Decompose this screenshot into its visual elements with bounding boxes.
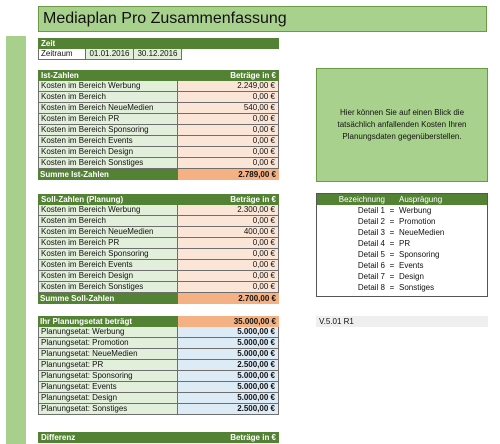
row-value[interactable]: 0,00 € bbox=[178, 92, 278, 102]
differenz-header-label: Differenz bbox=[41, 433, 76, 442]
row-label: Kosten im Bereich PR bbox=[39, 238, 178, 248]
row-value[interactable]: 0,00 € bbox=[178, 136, 278, 146]
legend-value: Design bbox=[399, 272, 424, 281]
row-label: Kosten im Bereich Sonstiges bbox=[39, 282, 178, 292]
legend-row bbox=[317, 249, 487, 260]
row-value[interactable]: 2.500,00 € bbox=[178, 404, 278, 414]
differenz-header-unit: Beträge in € bbox=[230, 433, 276, 442]
table-row bbox=[38, 404, 279, 415]
legend-row bbox=[317, 227, 487, 238]
ist-zahlen-table bbox=[38, 70, 279, 180]
ist-header bbox=[38, 70, 279, 81]
row-label: Planungsetat: Design bbox=[39, 393, 178, 403]
row-label: Planungsetat: Promotion bbox=[39, 338, 178, 348]
table-row bbox=[38, 249, 279, 260]
legend-eq: = bbox=[389, 217, 395, 226]
row-label: Kosten im Bereich Sonstiges bbox=[39, 158, 178, 168]
table-row bbox=[38, 147, 279, 158]
row-value[interactable]: 5.000,00 € bbox=[178, 327, 278, 337]
row-label: Planungsetat: PR bbox=[39, 360, 178, 370]
legend-eq: = bbox=[389, 261, 395, 270]
row-value[interactable]: 2.300,00 € bbox=[178, 205, 278, 215]
row-label: Kosten im Bereich PR bbox=[39, 114, 178, 124]
ist-header-unit: Beträge in € bbox=[230, 71, 276, 80]
table-row bbox=[38, 158, 279, 169]
left-side-bar bbox=[6, 36, 26, 444]
table-row bbox=[38, 238, 279, 249]
row-value[interactable]: 2.500,00 € bbox=[178, 360, 278, 370]
row-label: Kosten im Bereich Sponsoring bbox=[39, 125, 178, 135]
legend-header bbox=[317, 194, 487, 205]
row-label: Planungsetat: Sonstiges bbox=[39, 404, 178, 414]
table-row bbox=[38, 327, 279, 338]
row-label: Kosten im Bereich Design bbox=[39, 147, 178, 157]
row-label: Planungsetat: Events bbox=[39, 382, 178, 392]
zeitraum-to-cell[interactable]: 30.12.2016 bbox=[134, 49, 182, 60]
row-label: Kosten im Bereich Events bbox=[39, 136, 178, 146]
legend-value: PR bbox=[399, 239, 411, 248]
legend-row bbox=[317, 271, 487, 282]
ist-sum-value: 2.789,00 € bbox=[178, 169, 279, 180]
row-value[interactable]: 0,00 € bbox=[178, 216, 278, 226]
legend-name: Detail 3 bbox=[357, 228, 385, 237]
table-row bbox=[38, 282, 279, 293]
row-value[interactable]: 0,00 € bbox=[178, 114, 278, 124]
table-row bbox=[38, 92, 279, 103]
legend-eq: = bbox=[389, 272, 395, 281]
info-text: Hier können Sie auf einen Blick die tatsächlich anfallenden Kosten Ihren Planungsdaten gegenüberstellen. bbox=[337, 108, 467, 141]
table-row bbox=[38, 371, 279, 382]
legend-row bbox=[317, 260, 487, 271]
table-row bbox=[38, 338, 279, 349]
legend-name: Detail 7 bbox=[357, 272, 385, 281]
differenz-header bbox=[38, 432, 279, 443]
row-value[interactable]: 0,00 € bbox=[178, 158, 278, 168]
legend-name: Detail 5 bbox=[357, 250, 385, 259]
soll-sum-value: 2.700,00 € bbox=[178, 293, 279, 304]
ist-sum-label: Summe Ist-Zahlen bbox=[40, 170, 109, 179]
legend-eq: = bbox=[389, 283, 395, 292]
table-row bbox=[38, 205, 279, 216]
row-value[interactable]: 540,00 € bbox=[178, 103, 278, 113]
legend-col-bezeichnung: Bezeichnung bbox=[338, 195, 385, 204]
planungsetat-table bbox=[38, 316, 279, 415]
row-label: Kosten im Bereich Werbung bbox=[39, 205, 178, 215]
row-value[interactable]: 2.249,00 € bbox=[178, 81, 278, 91]
zeitraum-label: Zeitraum bbox=[38, 49, 86, 60]
row-label: Kosten im Bereich Sponsoring bbox=[39, 249, 178, 259]
legend-table bbox=[316, 193, 488, 297]
row-label: Kosten im Bereich Werbung bbox=[39, 81, 178, 91]
table-row bbox=[38, 260, 279, 271]
row-label: Planungsetat: Sponsoring bbox=[39, 371, 178, 381]
etat-header-value[interactable]: 35.000,00 € bbox=[178, 316, 279, 327]
legend-row bbox=[317, 216, 487, 227]
row-value[interactable]: 5.000,00 € bbox=[178, 393, 278, 403]
table-row bbox=[38, 393, 279, 404]
differenz-table bbox=[38, 432, 279, 443]
zeit-row bbox=[38, 49, 279, 60]
table-row bbox=[38, 227, 279, 238]
legend-col-auspraegung: Ausprägung bbox=[399, 195, 443, 204]
legend-col-spacer bbox=[385, 194, 399, 205]
table-row bbox=[38, 136, 279, 147]
row-value[interactable]: 400,00 € bbox=[178, 227, 278, 237]
info-box bbox=[316, 68, 488, 182]
table-row bbox=[38, 271, 279, 282]
table-row bbox=[38, 103, 279, 114]
legend-row bbox=[317, 205, 487, 216]
zeitraum-from-cell[interactable]: 01.01.2016 bbox=[86, 49, 134, 60]
soll-header bbox=[38, 194, 279, 205]
legend-name: Detail 6 bbox=[357, 261, 385, 270]
legend-value: Promotion bbox=[399, 217, 436, 226]
table-row bbox=[38, 81, 279, 92]
table-row bbox=[38, 360, 279, 371]
table-row bbox=[38, 349, 279, 360]
soll-sum-label: Summe Soll-Zahlen bbox=[40, 294, 115, 303]
row-value[interactable]: 0,00 € bbox=[178, 238, 278, 248]
legend-eq: = bbox=[389, 250, 395, 259]
ist-header-label: Ist-Zahlen bbox=[41, 71, 79, 80]
legend-name: Detail 1 bbox=[357, 206, 385, 215]
row-label: Kosten im Bereich NeueMedien bbox=[39, 103, 178, 113]
row-value[interactable]: 0,00 € bbox=[178, 125, 278, 135]
legend-name: Detail 4 bbox=[357, 239, 385, 248]
legend-row bbox=[317, 282, 487, 293]
row-value[interactable]: 0,00 € bbox=[178, 260, 278, 270]
ist-sum-row bbox=[38, 169, 279, 180]
soll-header-unit: Beträge in € bbox=[230, 195, 276, 204]
soll-zahlen-table bbox=[38, 194, 279, 304]
legend-eq: = bbox=[389, 206, 395, 215]
table-row bbox=[38, 125, 279, 136]
legend-eq: = bbox=[389, 239, 395, 248]
legend-value: Sonstiges bbox=[399, 283, 435, 292]
soll-header-label: Soll-Zahlen (Planung) bbox=[41, 195, 124, 204]
table-row bbox=[38, 382, 279, 393]
table-row bbox=[38, 114, 279, 125]
legend-name: Detail 8 bbox=[357, 283, 385, 292]
row-value[interactable]: 0,00 € bbox=[178, 249, 278, 259]
version-label: V.5.01 R1 bbox=[316, 316, 488, 327]
legend-eq: = bbox=[389, 228, 395, 237]
zeit-header: Zeit bbox=[38, 38, 279, 49]
legend-value: Werbung bbox=[399, 206, 432, 215]
row-value[interactable]: 0,00 € bbox=[178, 282, 278, 292]
legend-value: Events bbox=[399, 261, 424, 270]
row-value[interactable]: 5.000,00 € bbox=[178, 382, 278, 392]
row-label: Planungsetat: NeueMedien bbox=[39, 349, 178, 359]
row-label: Kosten im Bereich Events bbox=[39, 260, 178, 270]
row-label: Kosten im Bereich Design bbox=[39, 271, 178, 281]
legend-value: Sponsoring bbox=[399, 250, 440, 259]
row-label: Planungsetat: Werbung bbox=[39, 327, 178, 337]
page-title: Mediaplan Pro Zusammenfassung bbox=[38, 6, 487, 32]
etat-header bbox=[38, 316, 279, 327]
legend-row bbox=[317, 238, 487, 249]
row-label: Kosten im Bereich bbox=[39, 216, 178, 226]
row-label: Kosten im Bereich bbox=[39, 92, 178, 102]
legend-value: NeueMedien bbox=[399, 228, 445, 237]
row-value[interactable]: 0,00 € bbox=[178, 147, 278, 157]
soll-sum-row bbox=[38, 293, 279, 304]
row-value[interactable]: 0,00 € bbox=[178, 271, 278, 281]
row-value[interactable]: 5.000,00 € bbox=[178, 371, 278, 381]
zeit-section bbox=[38, 38, 279, 60]
row-value[interactable]: 5.000,00 € bbox=[178, 338, 278, 348]
etat-header-label: Ihr Planungsetat beträgt bbox=[40, 317, 133, 326]
table-row bbox=[38, 216, 279, 227]
row-value[interactable]: 5.000,00 € bbox=[178, 349, 278, 359]
legend-name: Detail 2 bbox=[357, 217, 385, 226]
row-label: Kosten im Bereich NeueMedien bbox=[39, 227, 178, 237]
